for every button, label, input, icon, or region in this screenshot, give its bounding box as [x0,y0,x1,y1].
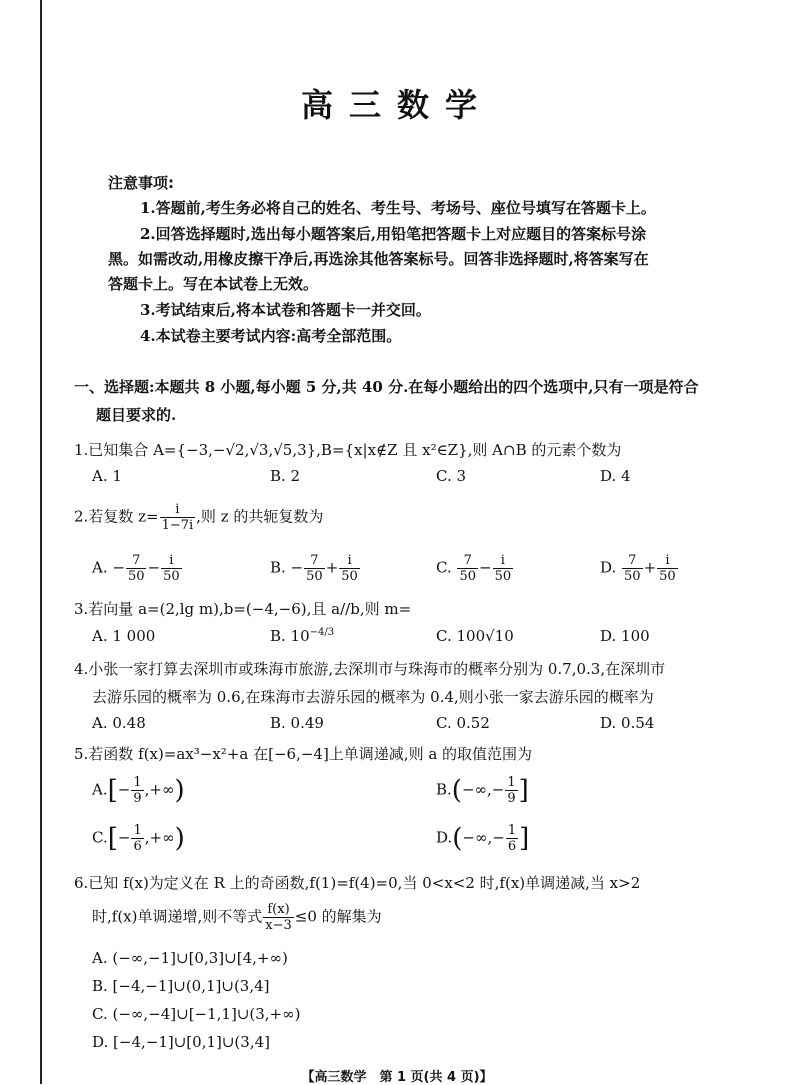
question-6-stem-line1: 6.已知 f(x)为定义在 R 上的奇函数,f(1)=f(4)=0,当 0<x<2 时,f(x)单调递减,当 x>2 [74,874,641,892]
question-5-stem: 5.若函数 f(x)=ax³−x²+a 在[−6,−4]上单调递减,则 a 的取值范围为 [74,745,533,763]
question-5-option-b: B.(−∞,− $\frac{1}{9}$ ] [436,775,529,806]
question-4-option-b: B. 0.49 [270,714,324,732]
question-4-option-c: C. 0.52 [436,714,490,732]
question-1-stem: 1.已知集合 A={−3,−√2,√3,√5,3},B={x|x∉Z 且 x²∈Z},则 A∩B 的元素个数为 [74,441,622,459]
question-5-option-a: A.[− $\frac{1}{9}$ ,+∞) [92,775,185,806]
question-2-stem: 2.若复数 z= $\frac{i}{1-7i}$ ,则 z 的共轭复数为 [74,502,324,533]
question-2-option-d: D. $\frac{7}{50}$ + $\frac{i}{50}$ [600,553,676,584]
notice-item-1: 1.答题前,考生务必将自己的姓名、考生号、考场号、座位号填写在答题卡上。 [140,199,656,217]
section-heading-cont: 题目要求的. [96,406,177,424]
question-2-option-c: C. $\frac{7}{50}$ − $\frac{i}{50}$ [436,553,512,584]
binding-margin-line [40,0,42,1084]
question-1-option-b: B. 2 [270,467,301,485]
notice-item-2c: 答题卡上。写在本试卷上无效。 [108,275,319,293]
notice-item-3: 3.考试结束后,将本试卷和答题卡一并交回。 [140,301,431,319]
question-6-option-d: D. [−4,−1]∪[0,1]∪(3,4] [92,1033,270,1051]
question-6-option-a: A. (−∞,−1]∪[0,3]∪[4,+∞) [92,949,288,967]
question-2-fraction: $\frac{i}{1-7i}$ [161,502,194,533]
question-3-option-a: A. 1 000 [92,627,156,645]
question-4-option-a: A. 0.48 [92,714,146,732]
notice-item-4: 4.本试卷主要考试内容:高考全部范围。 [140,327,402,345]
question-6-stem-line2: 时,f(x)单调递增,则不等式 $\frac{f(x)}{x-3}$ ≤0 的解集为 [92,902,382,933]
notice-heading: 注意事项: [108,174,174,192]
question-4-stem-line1: 4.小张一家打算去深圳市或珠海市旅游,去深圳市与珠海市的概率分别为 0.7,0.3,在深圳市 [74,660,666,678]
question-4-stem-line2: 去游乐园的概率为 0.6,在珠海市去游乐园的概率为 0.4,则小张一家去游乐园的概率为 [92,688,654,706]
question-3-option-b: B. $10^{-4/3}$ [270,627,335,645]
question-6-option-c: C. (−∞,−4]∪[−1,1]∪(3,+∞) [92,1005,301,1023]
section-heading: 一、选择题:本题共 8 小题,每小题 5 分,共 40 分.在每小题给出的四个选项中,只有一项是符合 [74,378,699,396]
notice-item-2a: 2.回答选择题时,选出每小题答案后,用铅笔把答题卡上对应题目的答案标号涂 [140,225,647,243]
question-2-option-a: A. − $\frac{7}{50}$ − $\frac{i}{50}$ [92,553,180,584]
question-3-stem: 3.若向量 a=(2,lg m),b=(−4,−6),且 a//b,则 m= [74,600,412,618]
question-5-option-c: C.[− $\frac{1}{6}$ ,+∞) [92,823,185,854]
question-4-option-d: D. 0.54 [600,714,655,732]
question-1-option-a: A. 1 [92,467,122,485]
page-title: 高三数学 [300,86,493,124]
page-footer: 【高三数学 第 1 页(共 4 页)】 [301,1070,493,1085]
question-3-option-c: C. 100√10 [436,627,514,645]
question-2-option-b: B. − $\frac{7}{50}$ + $\frac{i}{50}$ [270,553,358,584]
question-5-option-d: D.(−∞,− $\frac{1}{6}$ ] [436,823,530,854]
question-6-fraction: $\frac{f(x)}{x-3}$ [265,902,292,933]
question-3-option-d: D. 100 [600,627,650,645]
question-1-option-c: C. 3 [436,467,467,485]
question-6-option-b: B. [−4,−1]∪(0,1]∪(3,4] [92,977,270,995]
notice-item-2b: 黑。如需改动,用橡皮擦干净后,再选涂其他答案标号。回答非选择题时,将答案写在 [108,250,649,268]
question-1-option-d: D. 4 [600,467,631,485]
